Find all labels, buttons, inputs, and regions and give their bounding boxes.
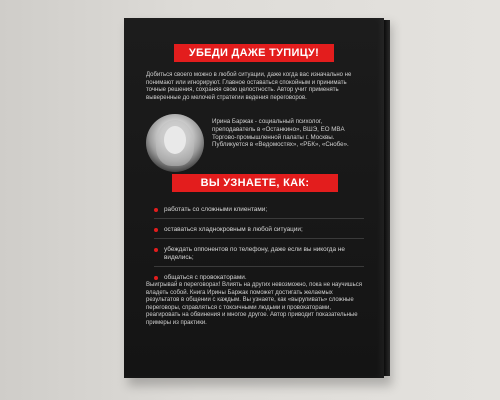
red-bullet-icon	[154, 248, 158, 252]
author-face	[164, 126, 186, 154]
list-item-text: общаться с провокаторами.	[164, 274, 247, 281]
list-item-text: убеждать оппонентов по телефону, даже если вы никогда не виделись;	[164, 246, 345, 261]
red-bullet-icon	[154, 208, 158, 212]
book-spine-edge	[384, 20, 390, 376]
book-back-cover	[124, 18, 384, 378]
list-item-text: работать со сложными клиентами;	[164, 206, 268, 213]
learn-list	[154, 206, 364, 293]
list-item	[154, 206, 364, 219]
red-bullet-icon	[154, 276, 158, 280]
outro-text: Выигрывай в переговорах! Влиять на других невозможно, пока не научишься владеть собой. Книга Ирины Баржак поможет достигать желаемых результатов в общении с каждым. Вы узнаете, как «выруливать» сложные переговоры, справляться с токсичными людьми и провокаторами, реагировать на обвинения и многое другое. Автор приводит показательные примеры из практики.	[146, 282, 362, 326]
intro-text: Добиться своего можно в любой ситуации, даже когда вас изначально не понимают или игнорируют. Главное оставаться спокойным и принимать точные решения, сохраняя свою целостность. Автор учит применять выверенные до мелочей стратегии ведения переговоров.	[146, 72, 352, 101]
learn-heading-banner: ВЫ УЗНАЕТЕ, КАК:	[172, 174, 338, 192]
red-bullet-icon	[154, 228, 158, 232]
list-item-text: оставаться хладнокровным в любой ситуации;	[164, 226, 303, 233]
list-item	[154, 226, 364, 239]
author-photo	[146, 114, 204, 172]
headline-banner: УБЕДИ ДАЖЕ ТУПИЦУ!	[174, 44, 334, 62]
list-item	[154, 246, 364, 267]
author-bio: Ирина Баржак - социальный психолог, преподаватель в «Останкино», ВШЭ, ЕО MBA Торгово-промышленной палаты г. Москвы. Публикуется в «Ведомостях», «РБК», «Снобе».	[212, 118, 349, 149]
